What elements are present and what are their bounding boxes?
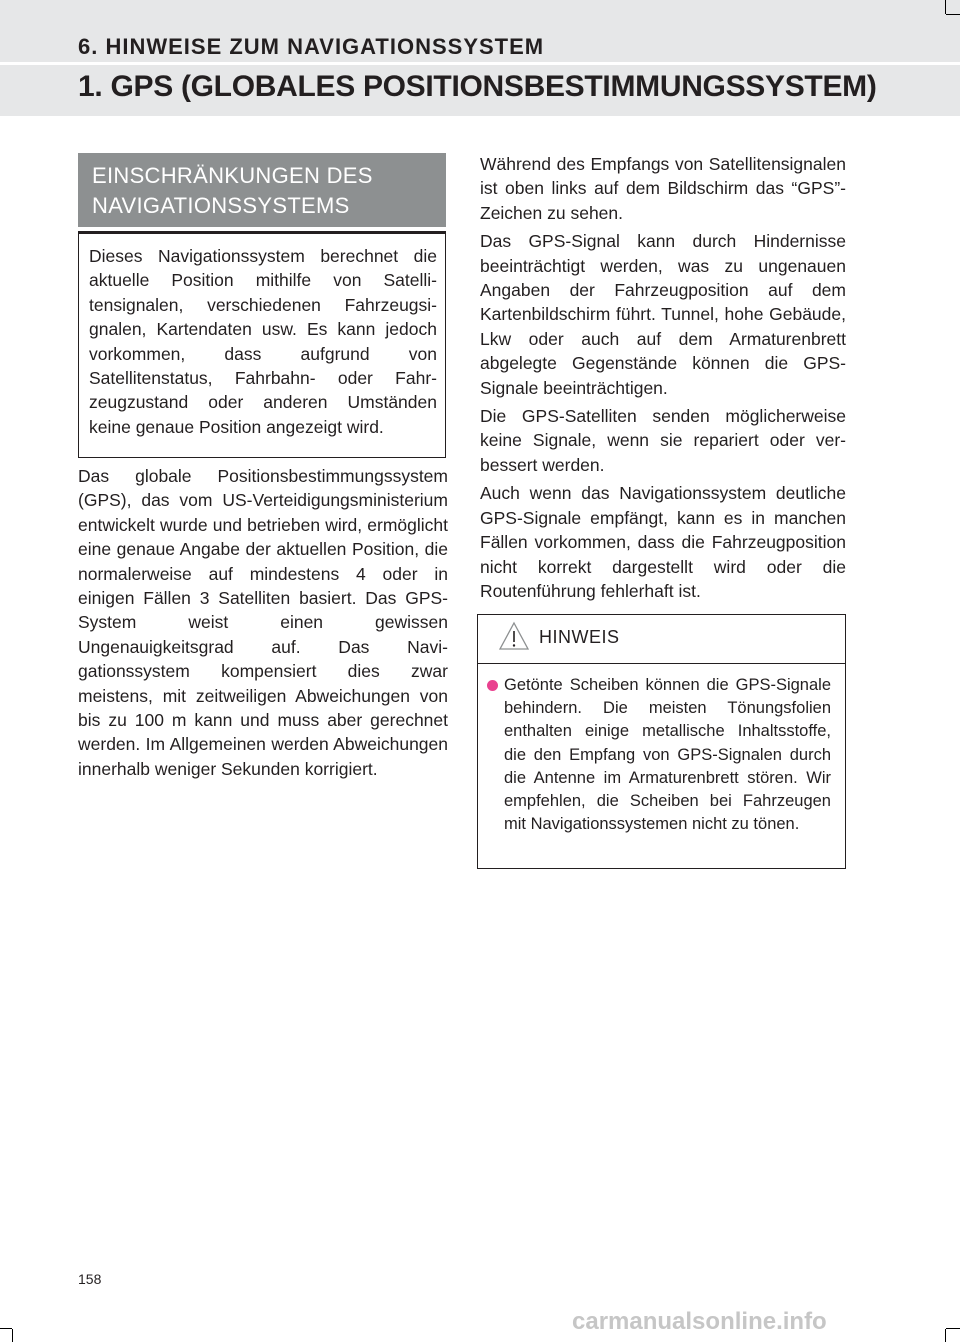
note-text: Getönte Scheiben können die GPS-Signale behindern. Die meisten Tönungsfolien enthalten einige metallische Inhaltsstoffe, die den Empfang von GPS-Signalen durch die Antenne im Armaturenbrett stören. Wir empfehlen, die Scheiben bei Fahrzeugen mit Navigationssystemen nicht zu tönen. [504, 676, 831, 834]
section-box-title [78, 153, 446, 227]
crop-mark [0, 1328, 12, 1329]
page-title: 1. GPS (GLOBALES POSITIONSBESTIMMUNGSSYSTEM) [78, 70, 877, 103]
crop-mark [12, 1329, 13, 1342]
box-title-line-2: NAVIGATIONSSYSTEMS [92, 193, 350, 218]
left-paragraph: Das globale Positionsbestimmungssystem (GPS), das vom US-Verteidigungsministerium entwickelt wurde und betrieben wird, ermöglicht eine genaue Angabe der aktuellen Position, die normalerweise auf mindestens 4 oder in einigen Fällen 3 Satelliten basiert. Das GPS-System weist einen gewissen Ungenauigkeitsgrad auf. Das Navigationssystem kompensiert dies zwar meistens, mit zeitweiligen Abweichungen von bis zu 100 m kann und muss aber gerechnet werden. Im Allgemeinen werden Abweichungen innerhalb weniger Sekunden korrigiert. [78, 466, 448, 779]
bullet-icon [487, 680, 498, 691]
page-number: 158 [78, 1271, 102, 1287]
crop-mark [945, 0, 946, 14]
right-column [480, 152, 846, 607]
note-title: HINWEIS [539, 627, 620, 647]
note-header [478, 615, 845, 664]
crop-mark [946, 14, 960, 15]
right-paragraph-1: Während des Empfangs von Satellitensignalen ist oben links auf dem Bildschirm das “GPS”-Zeichen zu sehen. [480, 154, 846, 223]
note-body [478, 664, 845, 836]
crop-mark [946, 1328, 960, 1329]
summary-box [78, 231, 446, 458]
warning-triangle-icon [498, 621, 530, 651]
box-title-line-1: EINSCHRÄNKUNGEN DES [92, 163, 373, 188]
right-paragraph-2: Das GPS-Signal kann durch Hindernisse beeinträchtigt werden, was zu ungenauen Angaben der Fahrzeugposition auf dem Kartenbildschirm führt. Tunnel, hohe Gebäude, Lkw oder auch auf dem Armaturenbrett abgelegte Gegenstände können die GPS-Signale beeinträchtigen. [480, 231, 846, 398]
right-paragraph-3: Die GPS-Satelliten senden möglicherweise keine Signale, wenn sie repariert oder verbessert werden. [480, 406, 846, 475]
watermark: carmanualsonline.info [572, 1308, 827, 1335]
right-paragraph-4: Auch wenn das Navigationssystem deutliche GPS-Signale empfängt, kann es in manchen Fällen vorkommen, dass die Fahrzeugposition nicht korrekt dargestellt wird oder die Routenführung fehlerhaft ist. [480, 483, 846, 601]
crop-mark [945, 1329, 946, 1342]
chapter-heading: 6. HINWEISE ZUM NAVIGATIONSSYSTEM [78, 34, 545, 59]
note-box [477, 614, 846, 869]
header-divider [0, 62, 960, 65]
summary-text: Dieses Navigationssystem berechnet die aktuelle Position mithilfe von Satellitensignalen, verschiedenen Fahrzeugsignalen, Kartendaten usw. Es kann jedoch vorkommen, dass aufgrund von Satellitenstatus, Fahrbahn- oder Fahrzeugzustand oder anderen Umständen keine genaue Position angezeigt wird. [89, 246, 437, 437]
